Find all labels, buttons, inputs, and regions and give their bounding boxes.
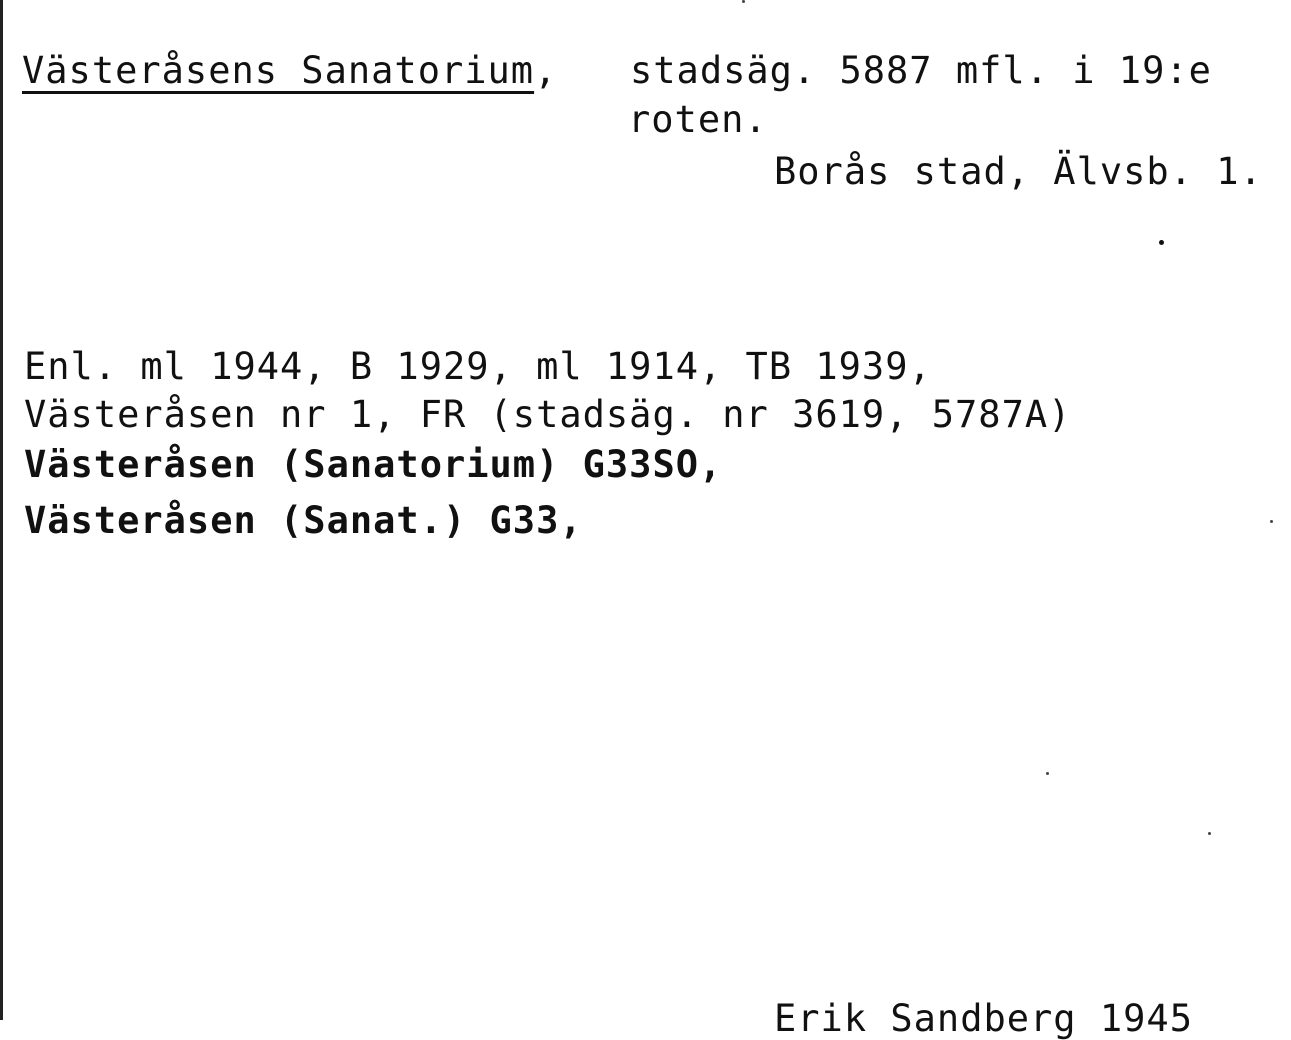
signature-line: Erik Sandberg 1945: [774, 997, 1193, 1040]
source-line-4: Västeråsen (Sanat.) G33,: [24, 499, 583, 542]
card-left-edge: [0, 0, 3, 1020]
place-title-comma: ,: [534, 49, 558, 92]
property-line-1: stadsäg. 5887 mfl. i 19:e: [630, 49, 1212, 92]
scan-speck: [1208, 832, 1211, 835]
source-line-3: Västeråsen (Sanatorium) G33SO,: [24, 443, 723, 486]
location-line: Borås stad, Älvsb. 1.: [774, 150, 1263, 193]
scan-speck: [1270, 520, 1273, 523]
scan-speck: [1046, 772, 1049, 775]
place-title: Västeråsens Sanatorium: [22, 49, 535, 92]
scan-speck: [742, 0, 745, 3]
property-line-2: roten.: [628, 98, 768, 141]
heading-row: [22, 49, 558, 92]
source-line-2: Västeråsen nr 1, FR (stadsäg. nr 3619, 5787A): [24, 393, 1072, 436]
scan-speck: [1159, 240, 1164, 245]
source-line-1: Enl. ml 1944, B 1929, ml 1914, TB 1939,: [24, 345, 932, 388]
